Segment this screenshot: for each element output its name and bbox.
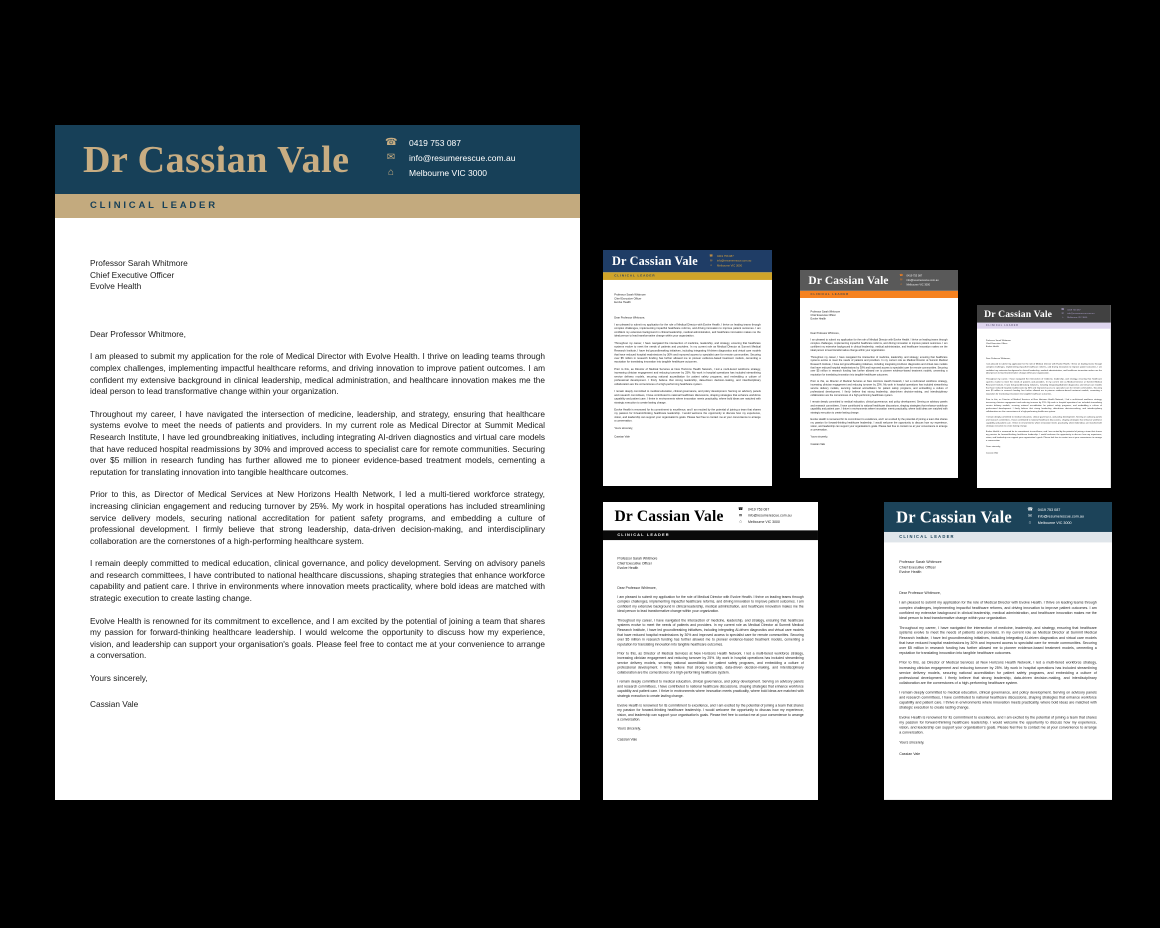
home-icon: ⌂ — [739, 519, 742, 524]
letter-header — [800, 270, 958, 291]
salutation: Dear Professor Whitmore, — [985, 356, 1011, 360]
recipient-line: Professor Sarah Whitmore — [90, 258, 188, 268]
contact-block — [738, 507, 791, 525]
letter-paragraphs — [617, 595, 803, 722]
letter-body — [977, 329, 1111, 455]
contact-email-row — [385, 153, 515, 163]
recipient-line: Chief Executive Officer — [617, 561, 652, 566]
letter-body — [603, 540, 818, 742]
letter-paragraph: I remain deeply committed to medical education, clinical governance, and policy development. Serving on advisory panels and research committees, I have contributed to national healthcare discussions, shaping strategies that enhance workforce capability and patient care. I thrive in environments where innovation meets practicality, where bold ideas are matched with strategic execution to create lasting change. — [617, 679, 804, 698]
email-icon: ✉ — [1028, 513, 1032, 519]
letter-paragraph: I am pleased to submit my application for the role of Medical Director with Evolve Health. I thrive on leading teams through complex challenges, implementing impactful healthcare reforms, and driving innovation to improve patient outcomes. I am confident my extensive background in clinical leadership, medical administration, and healthcare innovation makes me the ideal person to lead transformative change within your organization. — [617, 594, 804, 614]
template-thumbnail-gray-orange[interactable] — [800, 270, 958, 478]
recipient-line: Chief Executive Officer — [614, 296, 642, 300]
letter-paragraph: Throughout my career, I have navigated the intersection of medicine, leadership, and strategy, ensuring that healthcare systems evolve to meet the needs of patients and providers. In my current role as Medical Director at Summit Medical Research Institute, I have led groundbreaking initiatives, including integrating AI-driven diagnostics and virtual care models that have reduced hospital readmissions by 30% and improved access to specialist care for remote communities. Securing over $5 million in research funding has further allowed me to pioneer evidence-based treatment models, cementing a reputation for translating innovation into tangible healthcare outcomes. — [614, 341, 761, 364]
phone-icon: ☎ — [1061, 308, 1065, 311]
template-thumbnail-monochrome[interactable] — [603, 502, 818, 800]
template-thumbnail-navy-lightgray[interactable] — [884, 502, 1112, 800]
contact-phone: 0419 753 087 — [906, 273, 923, 277]
template-thumbnail-charcoal-lavender[interactable] — [977, 305, 1111, 488]
letter-paragraphs — [614, 323, 761, 423]
email-icon: ✉ — [1061, 311, 1064, 315]
cover-letter-page — [977, 305, 1111, 488]
recipient-block — [899, 560, 1097, 575]
salutation: Dear Professor Whitmore, — [617, 585, 657, 590]
role-banner: CLINICAL LEADER — [55, 194, 580, 218]
letter-preview-main — [55, 125, 580, 800]
letter-paragraph: I am pleased to submit my application for the role of Medical Director with Evolve Health. I thrive on leading teams through complex challenges, implementing impactful healthcare reforms, and driving innovation to improve patient outcomes. I am confident my extensive background in clinical leadership, medical administration, and healthcare innovation makes me the ideal person to lead transformative change within your organization. — [90, 351, 545, 397]
recipient-line: Professor Sarah Whitmore — [985, 338, 1011, 342]
letter-paragraph: Prior to this, as Director of Medical Services at New Horizons Health Network, I led a multi-tiered workforce strategy, increasing clinician engagement and reducing turnover by 25%. My work in hospital operations has included streamlining service delivery models, securing national accreditation for patient safety programs, and embedding a culture of professional development. I firmly believe that strong leadership, data-driven decision-making, and interdisciplinary collaboration are the cornerstones of a high-performing healthcare system. — [614, 367, 761, 386]
signature-name: Cassian Vale — [90, 698, 139, 709]
letter-paragraph: I remain deeply committed to medical education, clinical governance, and policy development. Serving on advisory panels and research committees, I have contributed to national healthcare discussions, shaping strategies that enhance workforce capability and patient care. I thrive in environments where innovation meets practicality, where bold ideas are matched with strategic execution to create lasting change. — [614, 389, 761, 404]
contact-phone: 0419 753 087 — [1067, 308, 1081, 311]
contact-address: Melbourne VIC 3000 — [747, 519, 780, 524]
template-thumbnail-navy-gold[interactable] — [603, 250, 772, 486]
contact-address-row — [899, 283, 938, 286]
recipient-line: Evolve Health — [617, 565, 639, 571]
recipient-block — [617, 556, 803, 570]
contact-address-row — [1027, 521, 1084, 525]
recipient-line: Chief Executive Officer — [810, 313, 836, 317]
cover-letter-page — [800, 270, 958, 478]
closing-line: Yours sincerely, — [90, 673, 148, 684]
contact-address-row — [738, 520, 791, 524]
candidate-name: Dr Cassian Vale — [614, 507, 724, 525]
candidate-name: Dr Cassian Vale — [984, 308, 1053, 320]
letter-header — [603, 250, 772, 272]
recipient-line: Evolve Health — [985, 344, 999, 348]
letter-paragraph: Evolve Health is renowned for its commitment to excellence, and I am excited by the potential of joining a team that shares my passion for forward-thinking healthcare leadership. I would welcome the opportunity to discuss how my experience, vision, and leadership can support your organisation's goals. Please feel free to contact me at your convenience to arrange a conversation. — [985, 430, 1102, 442]
recipient-block — [811, 310, 948, 320]
letter-paragraph: Prior to this, as Director of Medical Services at New Horizons Health Network, I led a multi-tiered workforce strategy, increasing clinician engagement and reducing turnover by 25%. My work in hospital operations has included streamlining service delivery models, securing national accreditation for patient safety programs, and embedding a culture of professional development. I firmly believe that strong leadership, data-driven decision-making, and interdisciplinary collaboration are the cornerstones of a high-performing healthcare system. — [899, 660, 1097, 685]
recipient-line: Evolve Health — [614, 300, 631, 304]
letter-header — [884, 502, 1112, 532]
contact-block — [899, 274, 938, 288]
home-icon: ⌂ — [1028, 520, 1032, 526]
contact-block — [709, 254, 751, 268]
home-icon: ⌂ — [710, 263, 713, 268]
cover-letter-page — [603, 502, 818, 800]
contact-email-row — [738, 513, 791, 517]
contact-phone-row — [1061, 308, 1094, 311]
contact-address: Melbourne VIC 3000 — [716, 263, 743, 268]
letter-paragraphs — [90, 351, 545, 662]
contact-phone-row — [709, 254, 751, 257]
letter-paragraph: I remain deeply committed to medical education, clinical governance, and policy development. Serving on advisory panels and research committees, I have contributed to national healthcare discussions, shaping strategies that enhance workforce capability and patient care. I thrive in environments where innovation meets practicality, where bold ideas are matched with strategic execution to create lasting change. — [90, 558, 545, 604]
letter-paragraph: Evolve Health is renowned for its commitment to excellence, and I am excited by the potential of joining a team that shares my passion for forward-thinking healthcare leadership. I would welcome the opportunity to discuss how my experience, vision, and leadership can support your organisation's goals. Please feel free to contact me at your convenience to arrange a conversation. — [90, 615, 545, 661]
phone-icon: ☎ — [385, 137, 398, 148]
closing-line: Yours sincerely, — [614, 426, 633, 430]
contact-address-row — [1061, 316, 1094, 319]
closing-line: Yours sincerely, — [810, 434, 828, 438]
home-icon: ⌂ — [900, 282, 903, 286]
salutation: Dear Professor Whitmore, — [899, 590, 941, 595]
letter-header — [977, 305, 1111, 323]
contact-address: Melbourne VIC 3000 — [1067, 315, 1088, 319]
recipient-line: Professor Sarah Whitmore — [614, 292, 646, 297]
letter-paragraph: I am pleased to submit my application for the role of Medical Director with Evolve Health. I thrive on leading teams through complex challenges, implementing impactful healthcare reforms, and driving innovation to improve patient outcomes. I am confident my extensive background in clinical leadership, medical administration, and healthcare innovation makes me the ideal person to lead transformative change within your organization. — [810, 338, 948, 352]
recipient-line: Evolve Health — [899, 569, 922, 575]
closing-line: Yours sincerely, — [617, 726, 641, 731]
contact-email: info@resumerescue.com.au — [906, 278, 939, 282]
home-icon: ⌂ — [1061, 315, 1064, 319]
contact-address-row — [709, 264, 751, 267]
letter-paragraph: I am pleased to submit my application for the role of Medical Director with Evolve Health. I thrive on leading teams through complex challenges, implementing impactful healthcare reforms, and driving innovation to improve patient outcomes. I am confident my extensive background in clinical leadership, medical administration, and healthcare innovation makes me the ideal person to lead transformative change within your organization. — [899, 600, 1097, 620]
recipient-block — [614, 293, 761, 304]
contact-phone-row — [1027, 508, 1084, 512]
phone-icon: ☎ — [738, 506, 744, 512]
contact-email: info@resumerescue.com.au — [747, 513, 792, 518]
letter-paragraph: Evolve Health is renowned for its commitment to excellence, and I am excited by the potential of joining a team that shares my passion for forward-thinking healthcare leadership. I would welcome the opportunity to discuss how my experience, vision, and leadership can support your organisation's goals. Please feel free to contact me at your convenience to arrange a conversation. — [899, 715, 1097, 735]
email-icon: ✉ — [709, 258, 713, 263]
contact-block — [1027, 508, 1084, 528]
contact-email-row — [1061, 312, 1094, 315]
recipient-block — [986, 339, 1102, 348]
contact-address: Melbourne VIC 3000 — [409, 168, 487, 178]
contact-phone-row — [385, 138, 515, 148]
letter-paragraph: I remain deeply committed to medical education, clinical governance, and policy development. Serving on advisory panels and research committees, I have contributed to national healthcare discussions, shaping strategies that enhance workforce capability and patient care. I thrive in environments where innovation meets practicality, where bold ideas are matched with strategic execution to create lasting change. — [899, 690, 1097, 710]
contact-phone-row — [738, 507, 791, 511]
role-banner: CLINICAL LEADER — [603, 272, 772, 280]
contact-email-row — [1027, 514, 1084, 518]
letter-paragraph: I remain deeply committed to medical education, clinical governance, and policy development. Serving on advisory panels and research committees, I have contributed to national healthcare discussions, shaping strategies that enhance workforce capability and patient care. I thrive in environments where innovation meets practicality, where bold ideas are matched with strategic execution to create lasting change. — [810, 400, 948, 414]
letter-paragraphs — [899, 600, 1097, 735]
recipient-line: Chief Executive Officer — [985, 341, 1008, 345]
candidate-name: Dr Cassian Vale — [808, 274, 889, 287]
contact-email-row — [899, 278, 938, 281]
letter-paragraph: Evolve Health is renowned for its commitment to excellence, and I am excited by the potential of joining a team that shares my passion for forward-thinking healthcare leadership. I would welcome the opportunity to discuss how my experience, vision, and leadership can support your organisation's goals. Please feel free to contact me at your convenience to arrange a conversation. — [810, 417, 948, 432]
candidate-name: Dr Cassian Vale — [612, 254, 698, 268]
candidate-name: Dr Cassian Vale — [896, 507, 1012, 527]
signature-name: Cassian Vale — [899, 751, 921, 756]
salutation: Dear Professor Whitmore, — [810, 331, 840, 335]
signature-name: Cassian Vale — [614, 434, 630, 438]
recipient-line: Professor Sarah Whitmore — [617, 556, 658, 561]
phone-icon: ☎ — [899, 273, 904, 277]
closing-line: Yours sincerely, — [985, 444, 1001, 448]
letter-paragraph: Prior to this, as Director of Medical Services at New Horizons Health Network, I led a multi-tiered workforce strategy, increasing clinician engagement and reducing turnover by 25%. My work in hospital operations has included streamlining service delivery models, securing national accreditation for patient safety programs, and embedding a culture of professional development. I firmly believe that strong leadership, data-driven decision-making, and interdisciplinary collaboration are the cornerstones of a high-performing healthcare system. — [810, 379, 948, 397]
recipient-line: Professor Sarah Whitmore — [899, 559, 942, 565]
letter-paragraph: I am pleased to submit my application for the role of Medical Director with Evolve Health. I thrive on leading teams through complex challenges, implementing impactful healthcare reforms, and driving innovation to improve patient outcomes. I am confident my extensive background in clinical leadership, medical administration, and healthcare innovation makes me the ideal person to lead transformative change within your organization. — [985, 362, 1102, 375]
letter-body — [603, 280, 772, 438]
contact-block — [385, 138, 515, 183]
signature-name: Cassian Vale — [617, 736, 638, 741]
letter-header — [603, 502, 818, 530]
recipient-block — [90, 258, 545, 293]
home-icon: ⌂ — [387, 167, 395, 178]
letter-paragraph: Throughout my career, I have navigated the intersection of medicine, leadership, and strategy, ensuring that healthcare systems evolve to meet the needs of patients and providers. In my current role as Medical Director at Summit Medical Research Institute, I have led groundbreaking initiatives, including integrating AI-driven diagnostics and virtual care models that have reduced hospital readmissions by 30% and improved access to specialist care for remote communities. Securing over $5 million in research funding has further allowed me to pioneer evidence-based treatment models, cementing a reputation for translating innovation into tangible healthcare outcomes. — [899, 625, 1097, 655]
contact-address: Melbourne VIC 3000 — [1037, 520, 1072, 526]
contact-email: info@resumerescue.com.au — [1037, 514, 1084, 519]
letter-paragraph: Throughout my career, I have navigated the intersection of medicine, leadership, and strategy, ensuring that healthcare systems evolve to meet the needs of patients and providers. In my current role as Medical Director at Summit Medical Research Institute, I have led groundbreaking initiatives, including integrating AI-driven diagnostics and virtual care models that have reduced hospital readmissions by 30% and improved access to specialist care for remote communities. Securing over $5 million in research funding has further allowed me to pioneer evidence-based treatment models, cementing a reputation for translating innovation into tangible healthcare outcomes. — [810, 355, 948, 376]
role-banner: CLINICAL LEADER — [884, 532, 1112, 542]
role-banner: CLINICAL LEADER — [977, 323, 1111, 329]
cover-letter-page — [55, 125, 580, 800]
letter-paragraph: Throughout my career, I have navigated the intersection of medicine, leadership, and strategy, ensuring that healthcare systems evolve to meet the needs of patients and providers. In my current role as Medical Director at Summit Medical Research Institute, I have led groundbreaking initiatives, including integrating AI-driven diagnostics and virtual care models that have reduced hospital readmissions by 30% and improved access to specialist care for remote communities. Securing over $5 million in research funding has further allowed me to pioneer evidence-based treatment models, cementing a reputation for translating innovation into tangible healthcare outcomes. — [617, 618, 804, 647]
contact-phone: 0419 753 087 — [409, 138, 461, 148]
salutation: Dear Professor Whitmore, — [90, 328, 186, 339]
letter-paragraph: Evolve Health is renowned for its commitment to excellence, and I am excited by the potential of joining a team that shares my passion for forward-thinking healthcare leadership. I would welcome the opportunity to discuss how my experience, vision, and leadership can support your organisation's goals. Please feel free to contact me at your convenience to arrange a conversation. — [614, 407, 761, 423]
recipient-line: Evolve Health — [810, 317, 826, 321]
letter-paragraph: Throughout my career, I have navigated the intersection of medicine, leadership, and strategy, ensuring that healthcare systems evolve to meet the needs of patients and providers. In my current role as Medical Director at Summit Medical Research Institute, I have led groundbreaking initiatives, including integrating AI-driven diagnostics and virtual care models that have reduced hospital readmissions by 30% and improved access to specialist care for remote communities. Securing over $5 million in research funding has further allowed me to pioneer evidence-based treatment models, cementing a reputation for translating innovation into tangible healthcare outcomes. — [90, 408, 545, 477]
email-icon: ✉ — [386, 152, 396, 163]
contact-phone: 0419 753 087 — [747, 507, 770, 512]
closing-line: Yours sincerely, — [899, 740, 925, 745]
contact-phone: 0419 753 087 — [716, 254, 734, 258]
contact-email-row — [709, 259, 751, 262]
signature-name: Cassian Vale — [810, 442, 826, 446]
letter-paragraph: Prior to this, as Director of Medical Services at New Horizons Health Network, I led a multi-tiered workforce strategy, increasing clinician engagement and reducing turnover by 25%. My work in hospital operations has included streamlining service delivery models, securing national accreditation for patient safety programs, and embedding a culture of professional development. I firmly believe that strong leadership, data-driven decision-making, and interdisciplinary collaboration are the cornerstones of a high-performing healthcare system. — [90, 489, 545, 546]
recipient-line: Professor Sarah Whitmore — [810, 310, 840, 314]
recipient-line: Chief Executive Officer — [90, 269, 175, 280]
role-banner: CLINICAL LEADER — [603, 530, 818, 540]
contact-address-row — [385, 168, 515, 178]
contact-block — [1061, 308, 1094, 319]
phone-icon: ☎ — [1027, 507, 1033, 512]
contact-phone: 0419 753 087 — [1037, 507, 1061, 512]
contact-address: Melbourne VIC 3000 — [906, 282, 931, 286]
letter-body — [884, 542, 1112, 756]
letter-paragraph: I remain deeply committed to medical education, clinical governance, and policy development. Serving on advisory panels and research committees, I have contributed to national healthcare discussions, shaping strategies that enhance workforce capability and patient care. I thrive in environments where innovation meets practicality, where bold ideas are matched with strategic execution to create lasting change. — [985, 415, 1102, 427]
letter-paragraphs — [811, 338, 948, 432]
contact-email: info@resumerescue.com.au — [716, 259, 752, 263]
cover-letter-page — [603, 250, 772, 486]
email-icon: ✉ — [738, 513, 743, 518]
letter-paragraphs — [986, 363, 1102, 442]
candidate-name: Dr Cassian Vale — [83, 138, 350, 181]
letter-paragraph: Evolve Health is renowned for its commitment to excellence, and I am excited by the potential of joining a team that shares my passion for forward-thinking healthcare leadership. I would welcome the opportunity to discuss how my experience, vision, and leadership can support your organisation's goals. Please feel free to contact me at your convenience to arrange a conversation. — [617, 702, 804, 722]
role-banner: CLINICAL LEADER — [800, 291, 958, 298]
letter-body — [55, 218, 580, 710]
email-icon: ✉ — [899, 278, 903, 282]
phone-icon: ☎ — [709, 253, 714, 258]
salutation: Dear Professor Whitmore, — [614, 315, 646, 319]
letter-paragraph: Prior to this, as Director of Medical Services at New Horizons Health Network, I led a multi-tiered workforce strategy, increasing clinician engagement and reducing turnover by 25%. My work in hospital operations has included streamlining service delivery models, securing national accreditation for patient safety programs, and embedding a culture of professional development. I firmly believe that strong leadership, data-driven decision-making, and interdisciplinary collaboration are the cornerstones of a high-performing healthcare system. — [617, 651, 804, 675]
contact-email: info@resumerescue.com.au — [1067, 312, 1095, 315]
letter-header — [55, 125, 580, 194]
letter-paragraph: Throughout my career, I have navigated the intersection of medicine, leadership, and strategy, ensuring that healthcare systems evolve to meet the needs of patients and providers. In my current role as Medical Director at Summit Medical Research Institute, I have led groundbreaking initiatives, including integrating AI-driven diagnostics and virtual care models that have reduced hospital readmissions by 30% and improved access to specialist care for remote communities. Securing over $5 million in research funding has further allowed me to pioneer evidence-based treatment models, cementing a reputation for translating innovation into tangible healthcare outcomes. — [985, 377, 1102, 395]
letter-paragraph: Prior to this, as Director of Medical Services at New Horizons Health Network, I led a multi-tiered workforce strategy, increasing clinician engagement and reducing turnover by 25%. My work in hospital operations has included streamlining service delivery models, securing national accreditation for patient safety programs, and embedding a culture of professional development. I firmly believe that strong leadership, data-driven decision-making, and interdisciplinary collaboration are the cornerstones of a high-performing healthcare system. — [985, 397, 1102, 413]
signature-name: Cassian Vale — [985, 451, 999, 454]
recipient-line: Chief Executive Officer — [899, 564, 936, 570]
contact-email: info@resumerescue.com.au — [409, 153, 516, 163]
recipient-line: Evolve Health — [90, 281, 142, 292]
letter-body — [800, 298, 958, 446]
cover-letter-page — [884, 502, 1112, 800]
contact-phone-row — [899, 274, 938, 277]
letter-paragraph: I am pleased to submit my application for the role of Medical Director with Evolve Health. I thrive on leading teams through complex challenges, implementing impactful healthcare reforms, and driving innovation to improve patient outcomes. I am confident my extensive background in clinical leadership, medical administration, and healthcare innovation makes me the ideal person to lead transformative change within your organization. — [614, 322, 761, 338]
